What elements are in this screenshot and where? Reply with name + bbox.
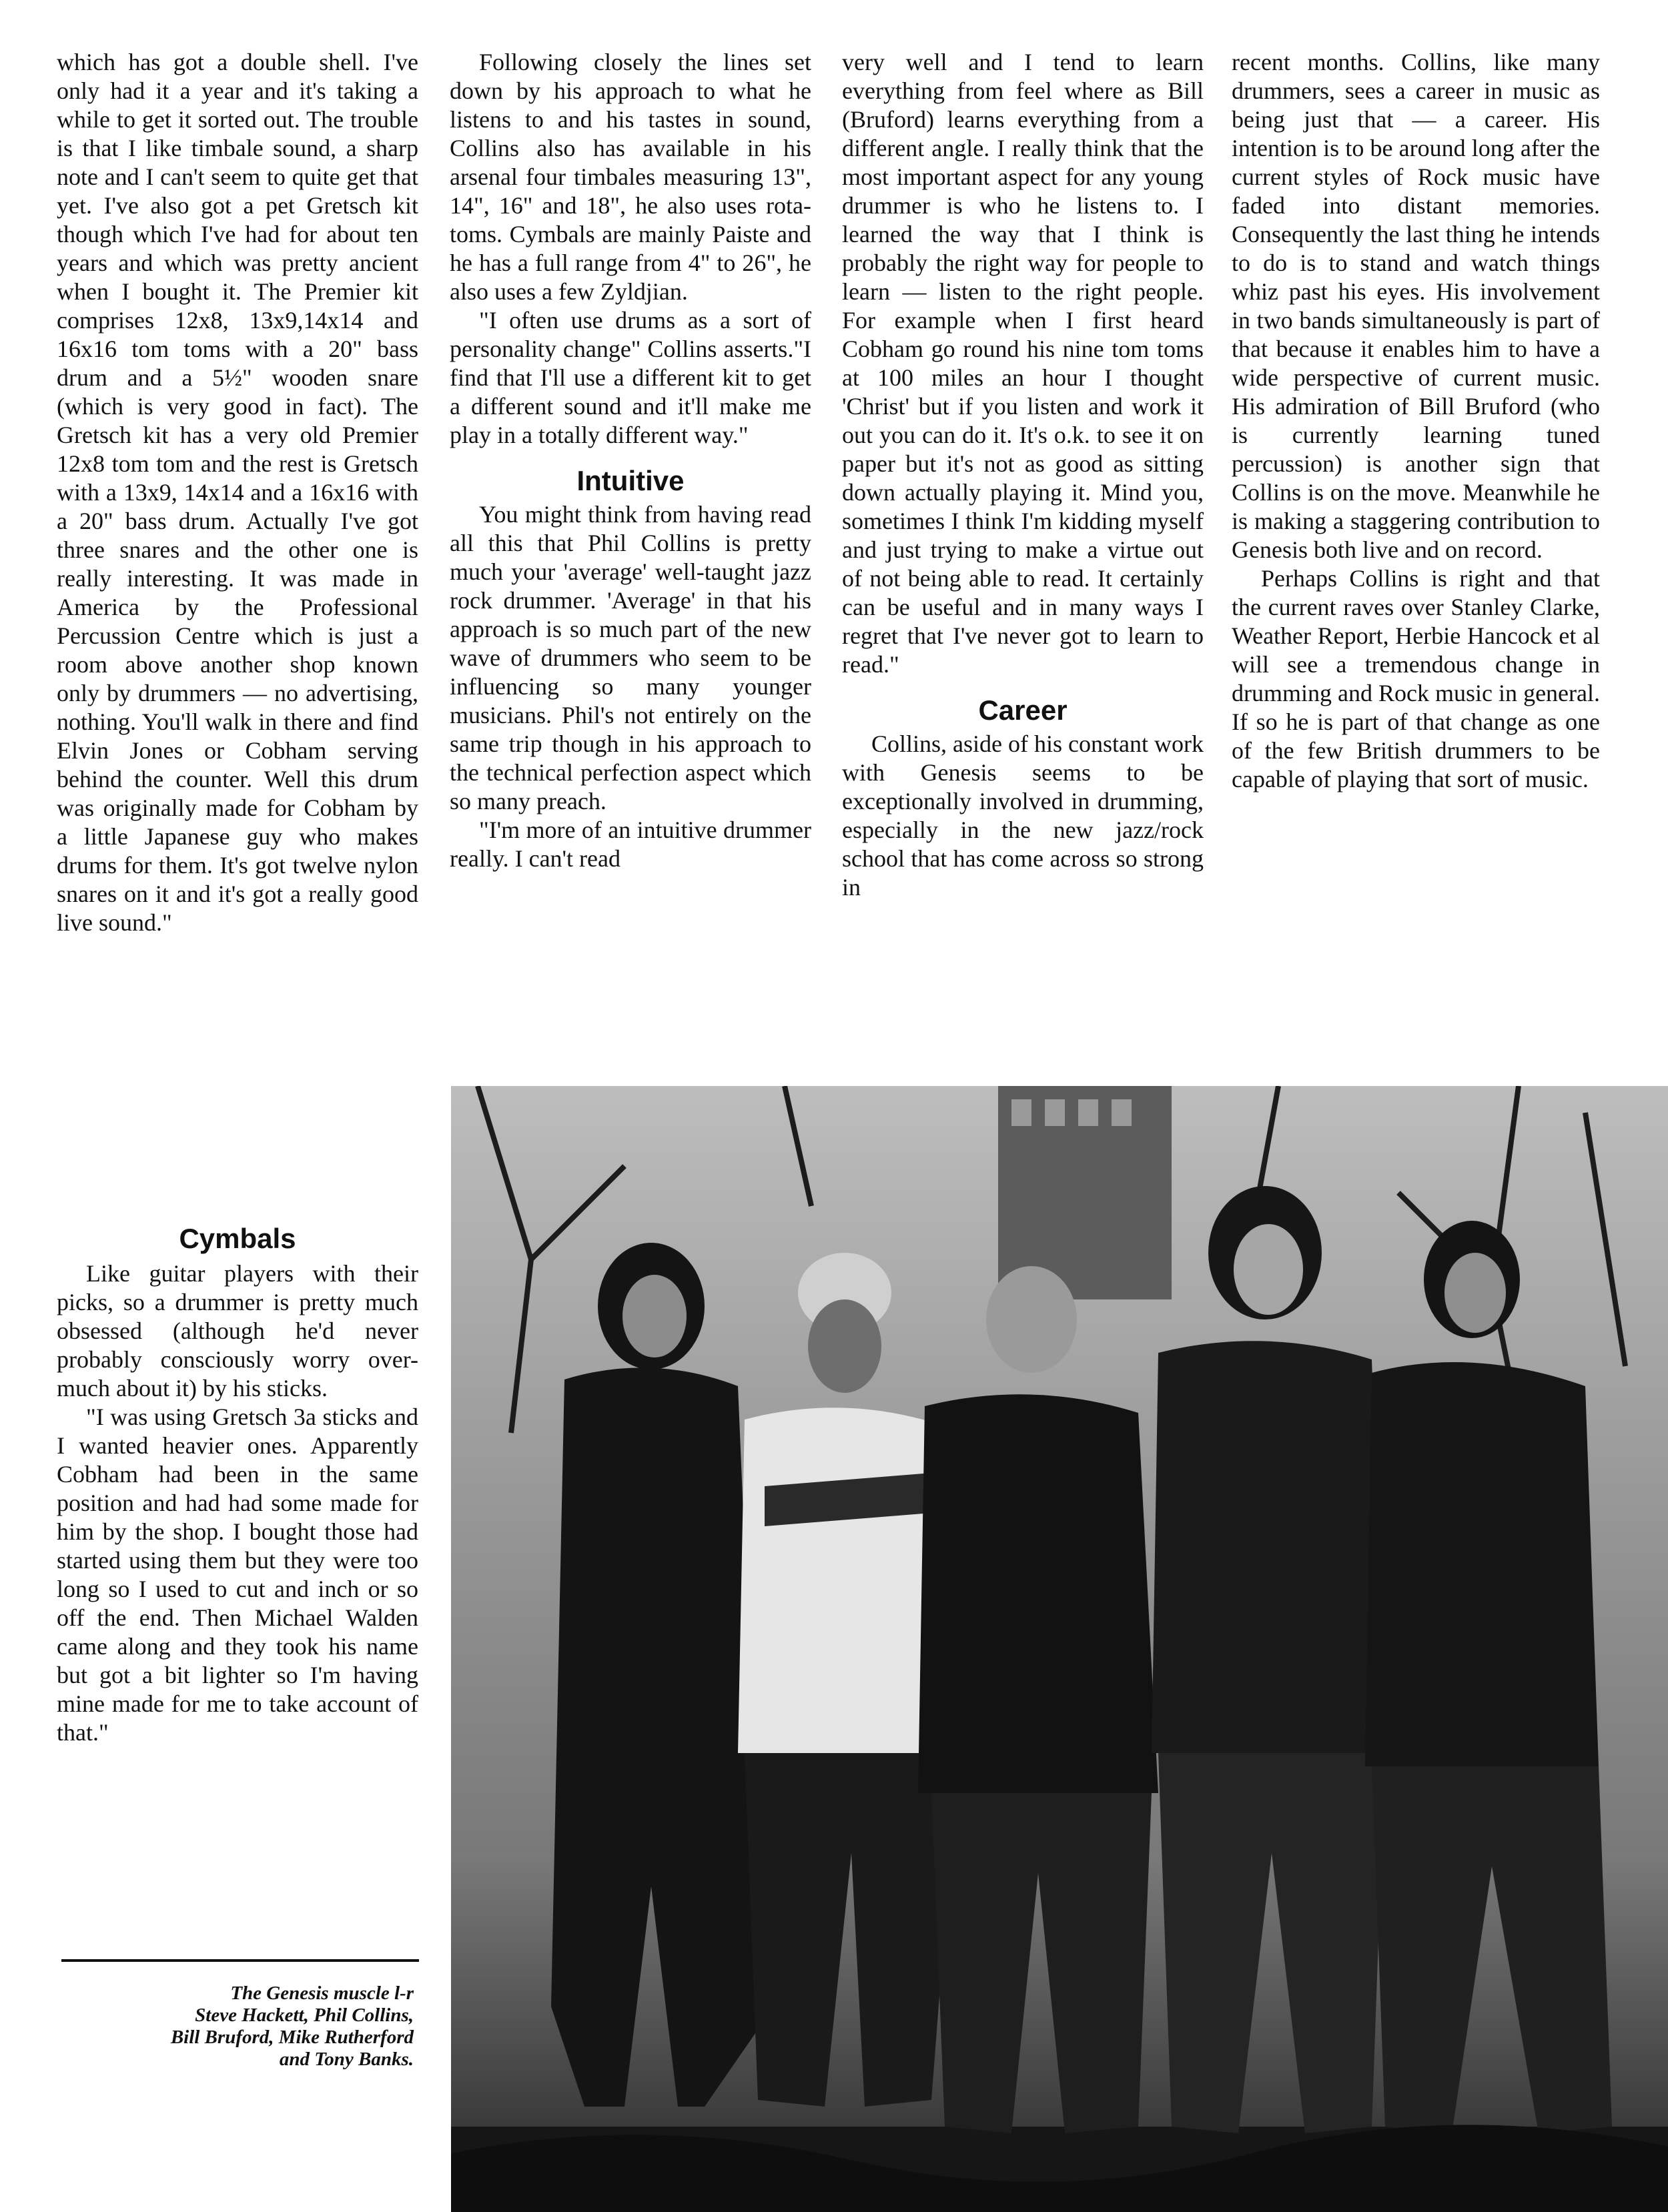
band-photo bbox=[451, 1086, 1668, 2212]
article-column-3 bbox=[842, 48, 1204, 902]
intuitive-heading: Intuitive bbox=[576, 465, 685, 496]
caption-line-3: Bill Bruford, Mike Rutherford bbox=[170, 2027, 414, 2048]
column3-paragraph-2: Collins, aside of his constant work with Genesis seems to be exceptionally involved in drumming, especially in the new jazz/rock school that has come across so strong in bbox=[842, 730, 1204, 901]
column4-paragraph-1: recent months. Collins, like many drummers, sees a career in music as being just that — a career. His intention is to be around long after the current styles of Rock music have faded into distant memories. Consequently the last thing he intends to do is to stand and watch things whiz past his eyes. His involvement in two bands simultaneously is part of that because it enables him to have a wide perspective of current music. His admiration of Bill Bruford (who is currently learning tuned percussion) is another sign that Collins is on the move. Meanwhile he is making a staggering contribution to Genesis both live and on record. bbox=[1232, 49, 1600, 563]
column2-paragraph-1: Following closely the lines set down by his approach to what he listens to and his tastes in sound, Collins also has available in his arsenal four timbales measuring 13", 14", 16" and 18", he also uses rota-toms. Cymbals are mainly Paiste and he has a full range from 4" to 26", he also uses a few Zyldjian. bbox=[450, 49, 811, 305]
column2-paragraph-2: "I often use drums as a sort of personality change" Collins asserts."I find that I'll use a different kit to get a different sound and it'll make me play in a totally different way." bbox=[450, 307, 811, 448]
career-heading: Career bbox=[978, 694, 1068, 726]
article-column-1 bbox=[57, 48, 418, 937]
band-photo-illustration bbox=[451, 1086, 1668, 2212]
article-column-2 bbox=[450, 48, 811, 873]
caption-line-4: and Tony Banks. bbox=[279, 2049, 414, 2070]
cymbals-paragraph-1: Like guitar players with their picks, so a drummer is pretty much obsessed (although he'd never probably consciously worry over-much about it) by his sticks. bbox=[57, 1260, 418, 1402]
caption-line-1: The Genesis muscle l-r bbox=[230, 1983, 414, 2004]
caption-line-2: Steve Hackett, Phil Collins, bbox=[195, 2005, 414, 2026]
column2-paragraph-4: "I'm more of an intuitive drummer really. I can't read bbox=[450, 816, 811, 872]
caption-divider bbox=[61, 1959, 419, 1962]
cymbals-heading: Cymbals bbox=[179, 1223, 296, 1254]
column4-paragraph-2: Perhaps Collins is right and that the current raves over Stanley Clarke, Weather Report, Herbie Hancock et al will see a tremendous change in drumming and Rock music in general. If so he is part of that change as one of the few British drummers to be capable of playing that sort of music. bbox=[1232, 565, 1600, 792]
cymbals-paragraph-2: "I was using Gretsch 3a sticks and I wanted heavier ones. Apparently Cobham had been in the same position and had had some made for him by the shop. I bought those had started using them but they were too long so I used to cut and inch or so off the end. Then Michael Walden came along and they took his name but got a bit lighter so I'm having mine made for me to take account of that." bbox=[57, 1404, 418, 1746]
column3-paragraph-1: very well and I tend to learn everything from feel where as Bill (Bruford) learns everything from a different angle. I really think that the most important aspect for any young drummer is who he listens to. I learned the way that I think is probably the right way for people to learn — listen to the right people. For example when I first heard Cobham go round his nine tom toms at 100 miles an hour I thought 'Christ' but if you listen and work it out you can do it. It's o.k. to see it on paper but it's not as good as sitting down actually playing it. Mind you, sometimes I think I'm kidding myself and just trying to make a virtue out of not being able to read. It certainly can be useful and in many ways I regret that I've never got to learn to read." bbox=[842, 49, 1204, 678]
article-column-4 bbox=[1232, 48, 1600, 794]
column1-paragraph-1: which has got a double shell. I've only had it a year and it's taking a while to get it sorted out. The trouble is that I like timbale sound, a sharp note and I can't seem to quite get that yet. I've also got a pet Gretsch kit though which I've had for about ten years and which was pretty ancient when I bought it. The Premier kit comprises 12x8, 13x9,14x14 and 16x16 tom toms with a 20" bass drum and a 5½" wooden snare (which is very good in fact). The Gretsch kit has a very old Premier 12x8 tom tom and the rest is Gretsch with a 13x9, 14x14 and a 16x16 with a 20" bass drum. Actually I've got three snares and the other one is really interesting. It was made in America by the Professional Percussion Centre which is just a room above another shop known only by drummers — no advertising, nothing. You'll walk in there and find Elvin Jones or Cobham serving behind the counter. Well this drum was originally made for Cobham by a little Japanese guy who makes drums for them. It's got twelve nylon snares on it and it's got a really good live sound." bbox=[57, 49, 418, 936]
column2-paragraph-3: You might think from having read all this that Phil Collins is pretty much your 'average' well-taught jazz rock drummer. 'Average' in that his approach is so much part of the new wave of drummers who seem to be influencing so many younger musicians. Phil's not entirely on the same trip though in his approach to the technical perfection aspect which so many preach. bbox=[450, 501, 811, 814]
cymbals-section bbox=[57, 1222, 418, 1747]
photo-caption bbox=[100, 1983, 414, 2071]
